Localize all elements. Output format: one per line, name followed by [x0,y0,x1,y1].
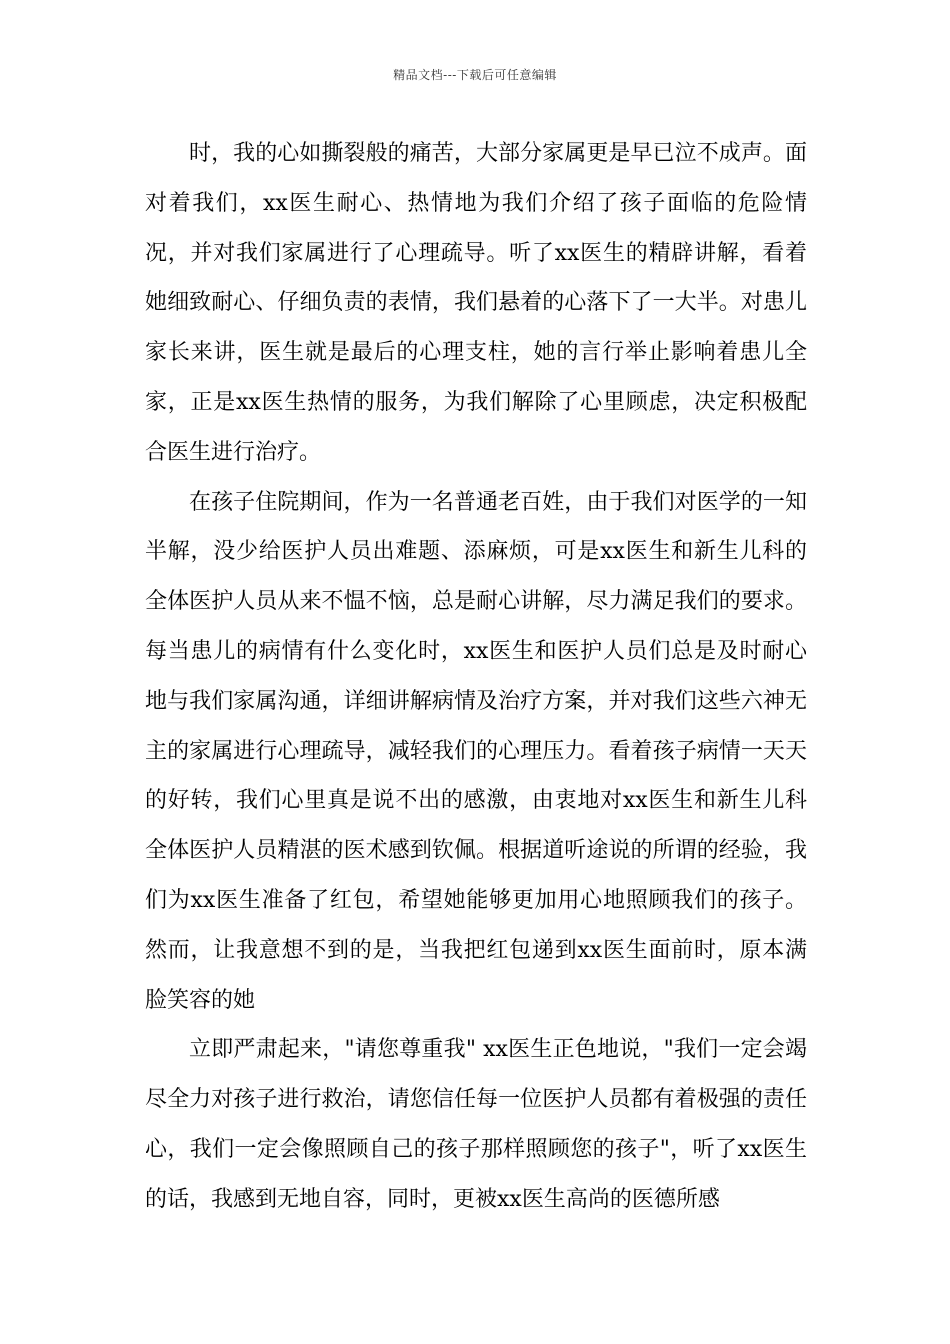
paragraph: 立即严肃起来，"请您尊重我" xx医生正色地说，"我们一定会竭尽全力对孩子进行救治，请您信任每一位医护人员都有着极强的责任心，我们一定会像照顾自己的孩子那样照顾您的孩子"，听了xx医生的话，我感到无地自容，同时，更被xx医生高尚的医德所感 [145,1037,807,1212]
page-header: 精品文档---下载后可任意编辑 [393,68,557,82]
paragraph: 在孩子住院期间，作为一名普通老百姓，由于我们对医学的一知半解，没少给医护人员出难题、添麻烦，可是xx医生和新生儿科的全体医护人员从来不愠不恼，总是耐心讲解，尽力满足我们的要求。每当患儿的病情有什么变化时，xx医生和医护人员们总是及时耐心地与我们家属沟通，详细讲解病情及治疗方案，并对我们这些六神无主的家属进行心理疏导，减轻我们的心理压力。看着孩子病情一天天的好转，我们心里真是说不出的感激，由衷地对xx医生和新生儿科全体医护人员精湛的医术感到钦佩。根据道听途说的所谓的经验，我们为xx医生准备了红包，希望她能够更加用心地照顾我们的孩子。然而，让我意想不到的是，当我把红包递到xx医生面前时，原本满脸笑容的她 [145,489,807,1013]
paragraph: 时，我的心如撕裂般的痛苦，大部分家属更是早已泣不成声。面对着我们，xx医生耐心、热情地为我们介绍了孩子面临的危险情况，并对我们家属进行了心理疏导。听了xx医生的精辟讲解，看着她细致耐心、仔细负责的表情，我们悬着的心落下了一大半。对患儿家长来讲，医生就是最后的心理支柱，她的言行举止影响着患儿全家，正是xx医生热情的服务，为我们解除了心里顾虑，决定积极配合医生进行治疗。 [145,141,807,465]
document-body [145,129,807,1225]
